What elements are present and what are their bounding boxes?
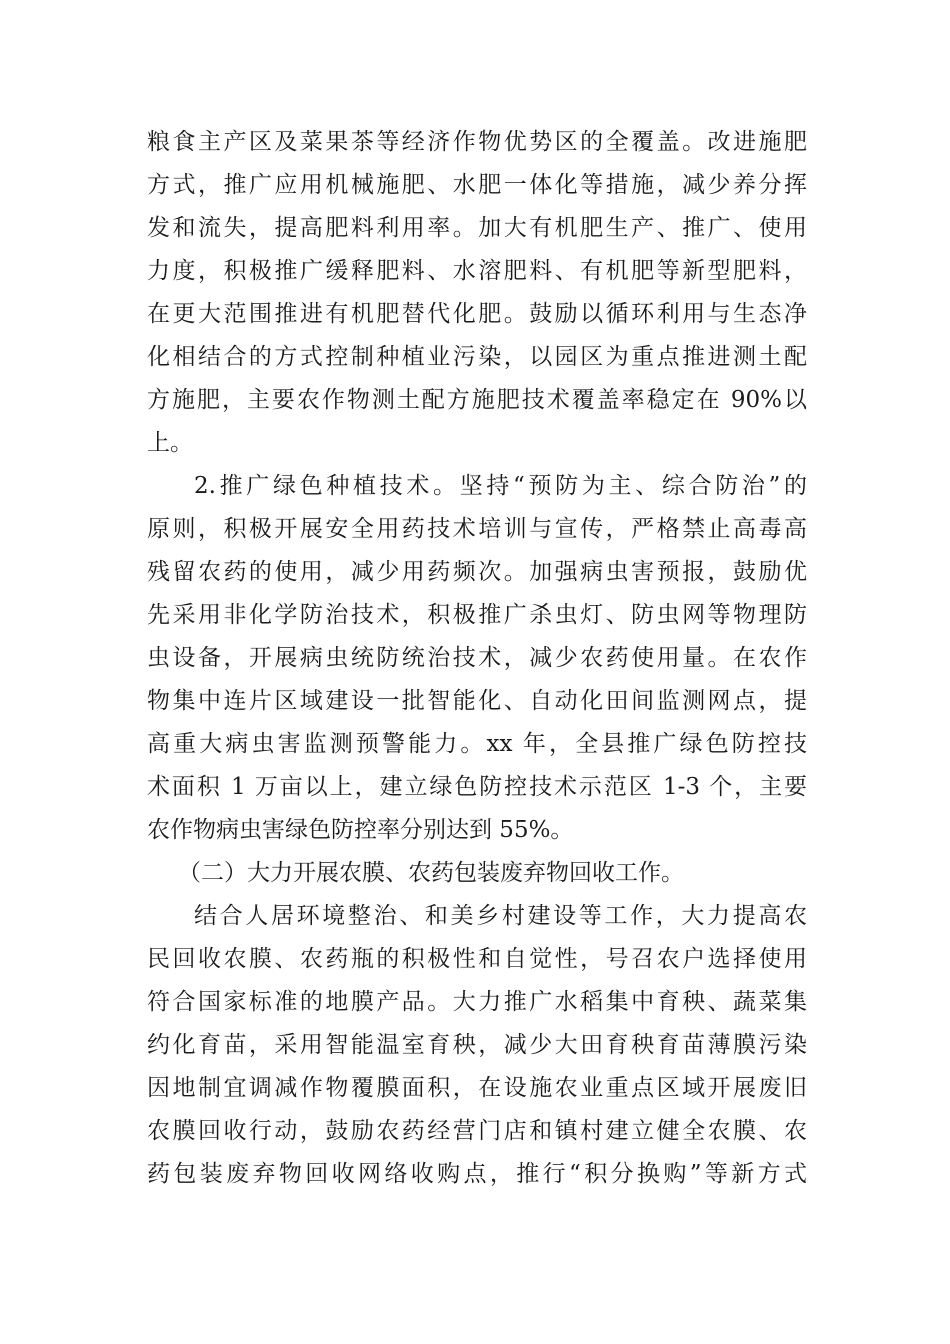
paragraph-line: 原则，积极开展安全用药技术培训与宣传，严格禁止高毒高 xyxy=(147,516,807,542)
paragraph-line: 药包装废弃物回收网络收购点，推行“积分换购”等新方式 xyxy=(147,1161,807,1187)
paragraph-line: 民回收农膜、农药瓶的积极性和自觉性，号召农户选择使用 xyxy=(147,946,807,972)
paragraph-line: 因地制宜调减作物覆膜面积，在设施农业重点区域开展废旧 xyxy=(147,1075,807,1101)
paragraph-line: 物集中连片区域建设一批智能化、自动化田间监测网点，提 xyxy=(147,688,807,714)
paragraph-line: 虫设备，开展病虫统防统治技术，减少农药使用量。在农作 xyxy=(147,645,807,671)
paragraph-line: 先采用非化学防治技术，积极推广杀虫灯、防虫网等物理防 xyxy=(147,602,807,628)
paragraph-line: 方式，推广应用机械施肥、水肥一体化等措施，减少养分挥 xyxy=(147,172,807,198)
paragraph-line: 结合人居环境整治、和美乡村建设等工作，大力提高农 xyxy=(194,903,807,929)
paragraph-line: 约化育苗，采用智能温室育秧，减少大田育秧育苗薄膜污染 xyxy=(147,1032,807,1058)
paragraph-line: 化相结合的方式控制种植业污染，以园区为重点推进测土配 xyxy=(147,344,807,370)
paragraph-line: 术面积 1 万亩以上，建立绿色防控技术示范区 1-3 个，主要 xyxy=(147,774,807,800)
paragraph-line: 方施肥，主要农作物测土配方施肥技术覆盖率稳定在 90%以 xyxy=(147,387,807,413)
paragraph-line: 发和流失，提高肥料利用率。加大有机肥生产、推广、使用 xyxy=(147,215,807,241)
section-heading: （二）大力开展农膜、农药包装废弃物回收工作。 xyxy=(178,860,684,886)
paragraph-line: 农作物病虫害绿色防控率分别达到 55%。 xyxy=(147,817,574,843)
paragraph-line: 粮食主产区及菜果茶等经济作物优势区的全覆盖。改进施肥 xyxy=(147,129,807,155)
paragraph-line: 符合国家标准的地膜产品。大力推广水稻集中育秧、蔬菜集 xyxy=(147,989,807,1015)
paragraph-line: 上。 xyxy=(147,430,193,456)
paragraph-line: 农膜回收行动，鼓励农药经营门店和镇村建立健全农膜、农 xyxy=(147,1118,807,1144)
numbered-item-heading: 2.推广绿色种植技术。坚持“预防为主、综合防治”的 xyxy=(194,473,807,499)
paragraph-line: 在更大范围推进有机肥替代化肥。鼓励以循环利用与生态净 xyxy=(147,301,807,327)
paragraph-line: 力度，积极推广缓释肥料、水溶肥料、有机肥等新型肥料， xyxy=(147,258,807,284)
paragraph-line: 残留农药的使用，减少用药频次。加强病虫害预报，鼓励优 xyxy=(147,559,807,585)
paragraph-line: 高重大病虫害监测预警能力。xx 年，全县推广绿色防控技 xyxy=(147,731,807,757)
